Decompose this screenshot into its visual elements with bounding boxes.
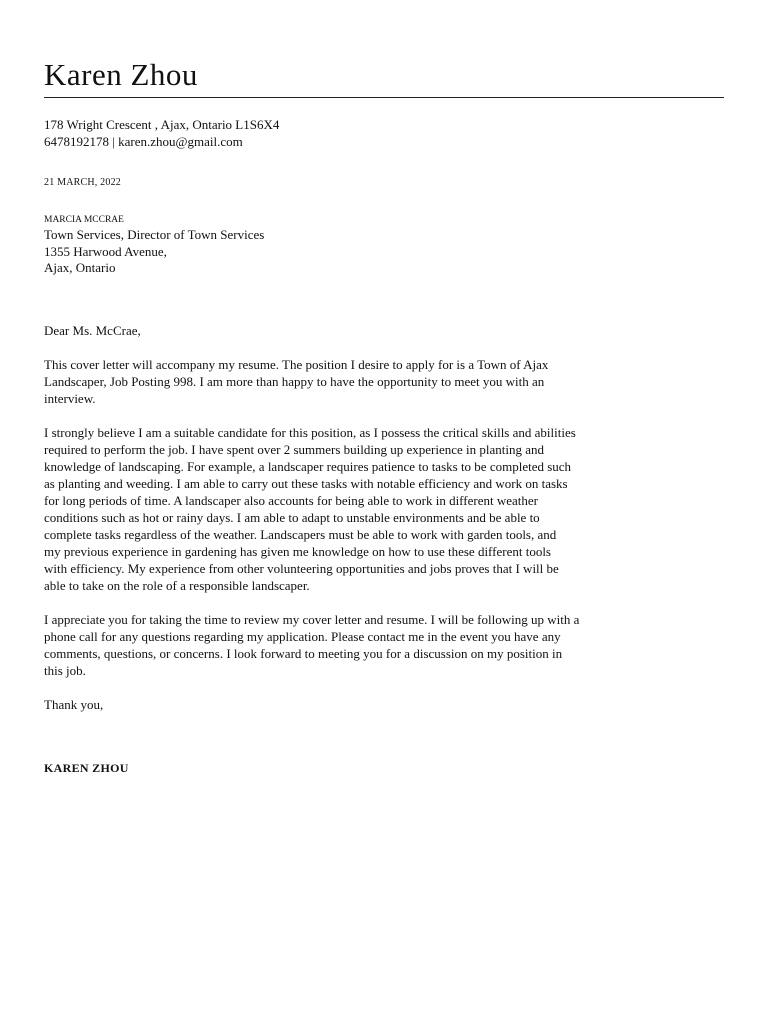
paragraph-line: this job. bbox=[44, 663, 86, 678]
sender-phone-email: 6478192178 | karen.zhou@gmail.com bbox=[44, 133, 243, 149]
sender-address: 178 Wright Crescent , Ajax, Ontario L1S6X4 bbox=[44, 117, 280, 132]
header-divider bbox=[44, 97, 724, 98]
letter-body bbox=[44, 322, 684, 730]
paragraph-line: I appreciate you for taking the time to review my cover letter and resume. I will be following up with a bbox=[44, 612, 580, 627]
paragraph-line: knowledge of landscaping. For example, a landscaper requires patience to tasks to be completed such bbox=[44, 459, 572, 474]
paragraph-qualifications bbox=[44, 424, 684, 594]
paragraph-line: I strongly believe I am a suitable candidate for this position, as I possess the critical skills and abilities bbox=[44, 425, 576, 440]
signature-name: KAREN ZHOU bbox=[44, 761, 129, 775]
salutation bbox=[44, 322, 684, 339]
recipient-title: Town Services, Director of Town Services bbox=[44, 227, 265, 242]
recipient-street: 1355 Harwood Avenue, bbox=[44, 243, 167, 259]
recipient-block bbox=[44, 214, 264, 277]
paragraph-line: complete tasks regardless of the weather. Landscapers must be able to work with garden tools, and bbox=[44, 527, 557, 542]
recipient-name: MARCIA MCCRAE bbox=[44, 215, 124, 225]
paragraph-line: with efficiency. My experience from other volunteering opportunities and jobs proves that I will be bbox=[44, 561, 559, 576]
paragraph-line: Landscaper, Job Posting 998. I am more than happy to have the opportunity to meet you with an bbox=[44, 374, 545, 389]
paragraph-line: as planting and weeding. I am able to carry out these tasks with notable efficiency and work on tasks bbox=[44, 476, 568, 491]
paragraph-line: conditions such as hot or rainy days. I am able to adapt to unstable environments and be able to bbox=[44, 510, 540, 525]
sender-contact bbox=[44, 117, 279, 150]
sender-name: Karen Zhou bbox=[44, 57, 198, 92]
paragraph-line: able to take on the role of a responsible landscaper. bbox=[44, 578, 310, 593]
paragraph-line: required to perform the job. I have spent over 2 summers building up experience in planting and bbox=[44, 442, 544, 457]
paragraph-intro bbox=[44, 356, 684, 407]
paragraph-line: for long periods of time. A landscaper also accounts for being able to work in different weather bbox=[44, 493, 538, 508]
recipient-city: Ajax, Ontario bbox=[44, 260, 116, 275]
paragraph-line: phone call for any questions regarding my application. Please contact me in the event you have any bbox=[44, 629, 561, 644]
paragraph-line: comments, questions, or concerns. I look forward to meeting you for a discussion on my position in bbox=[44, 646, 563, 661]
paragraph-line: interview. bbox=[44, 391, 96, 406]
paragraph-line: This cover letter will accompany my resume. The position I desire to apply for is a Town of Ajax bbox=[44, 357, 549, 372]
closing-text: Thank you, bbox=[44, 697, 104, 712]
salutation-text: Dear Ms. McCrae, bbox=[44, 323, 141, 338]
paragraph-closing bbox=[44, 611, 684, 679]
closing bbox=[44, 696, 684, 713]
letter-date: 21 MARCH, 2022 bbox=[44, 177, 121, 188]
paragraph-line: my previous experience in gardening has given me knowledge on how to use these different tools bbox=[44, 544, 551, 559]
